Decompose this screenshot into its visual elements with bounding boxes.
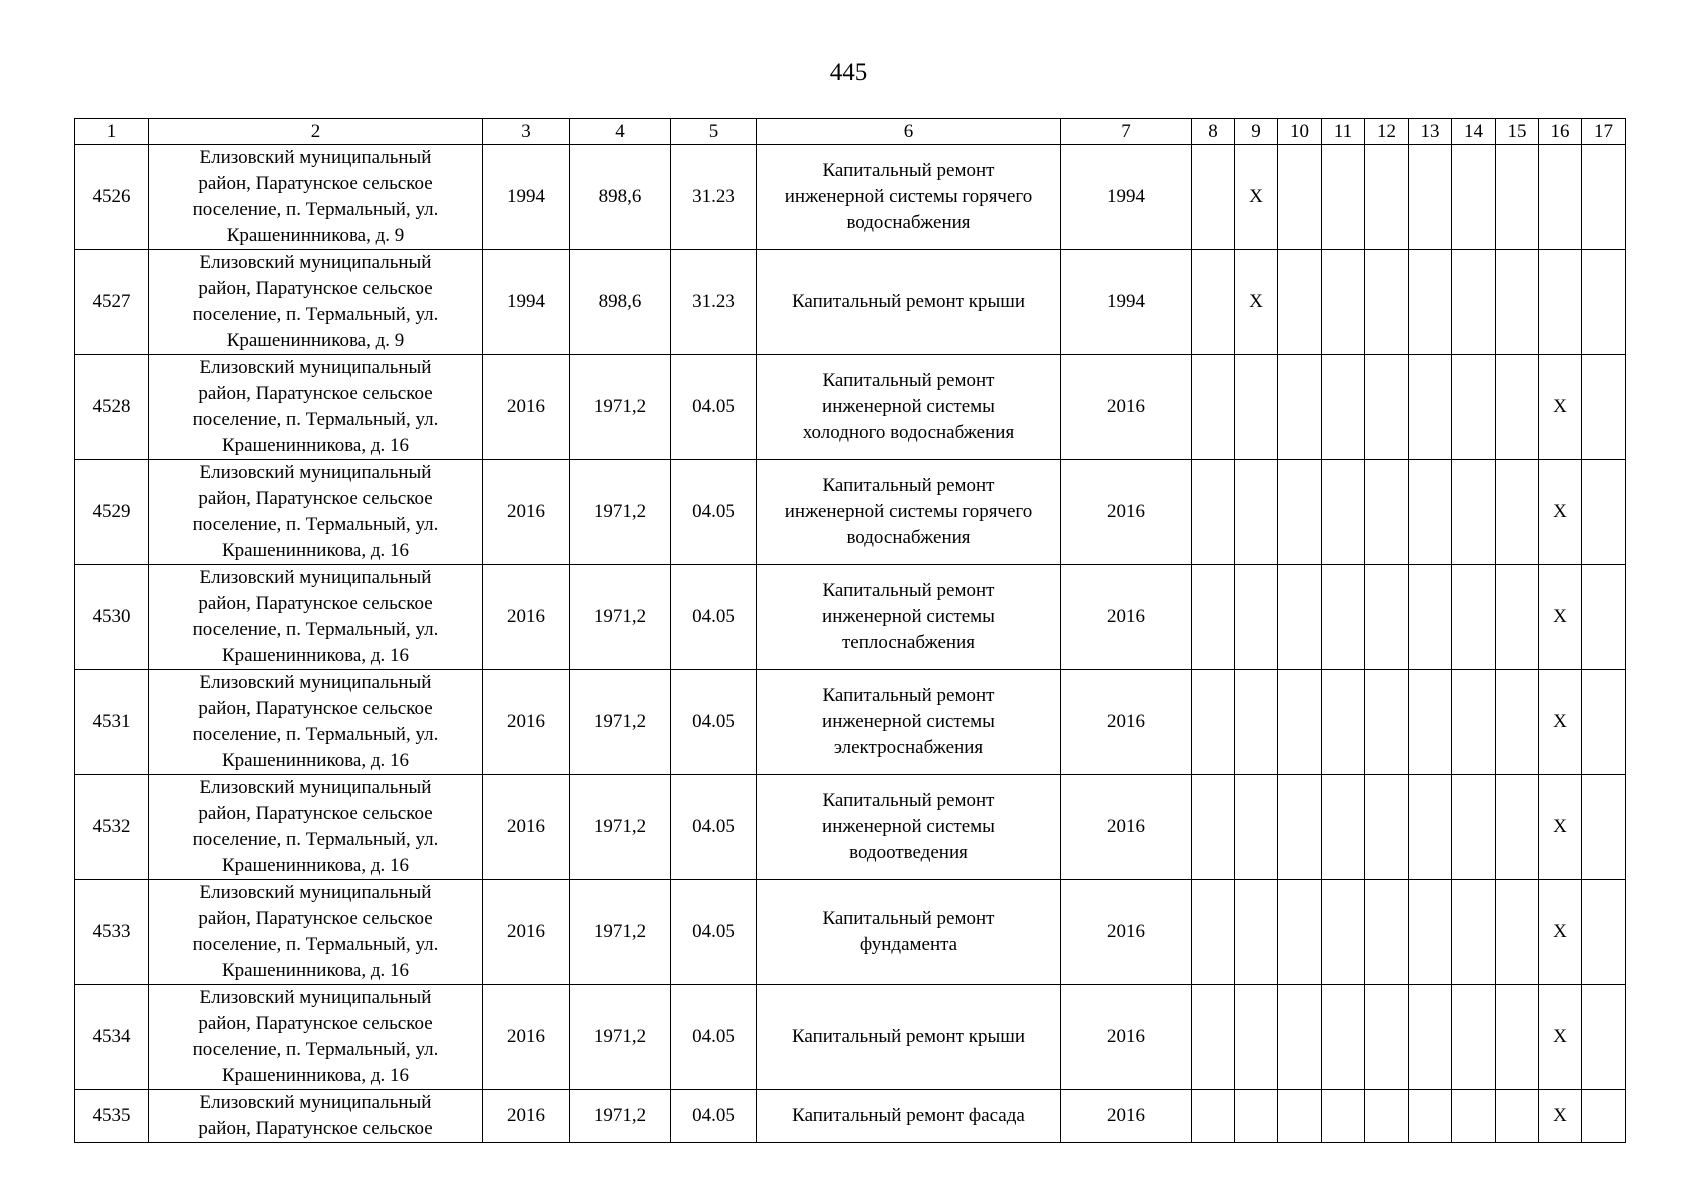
table-row — [75, 775, 1626, 880]
address-line: поселение, п. Термальный, ул. — [192, 409, 439, 430]
mark-cell-col-15 — [1496, 880, 1539, 985]
mark-cell-col-14 — [1452, 145, 1496, 250]
mark-cell-col-8 — [1192, 145, 1235, 250]
mark-cell-col-15 — [1496, 985, 1539, 1090]
address-line: поселение, п. Термальный, ул. — [192, 514, 439, 535]
address-line: Крашенинникова, д. 16 — [221, 645, 410, 666]
mark-cell-col-8 — [1192, 1090, 1235, 1143]
work-type-line: инженерной системы — [822, 711, 995, 732]
address-cell — [149, 775, 483, 880]
address-line: поселение, п. Термальный, ул. — [192, 619, 439, 640]
mark-cell-col-17 — [1582, 355, 1626, 460]
address-line: Елизовский муниципальный — [199, 672, 432, 693]
mark-cell-col-14 — [1452, 355, 1496, 460]
mark-cell-col-14 — [1452, 1090, 1496, 1143]
row-number-cell: 4527 — [75, 250, 149, 355]
mark-cell-col-12 — [1365, 460, 1409, 565]
mark-cell-col-14 — [1452, 460, 1496, 565]
mark-cell-col-10 — [1278, 145, 1322, 250]
row-number-cell: 4529 — [75, 460, 149, 565]
mark-cell-col-14 — [1452, 775, 1496, 880]
mark-cell-col-17 — [1582, 250, 1626, 355]
mark-cell-col-9 — [1235, 1090, 1278, 1143]
work-type-line: инженерной системы — [822, 816, 995, 837]
row-number-cell: 4528 — [75, 355, 149, 460]
work-type-line: инженерной системы горячего — [784, 186, 1033, 207]
table-row — [75, 670, 1626, 775]
address-line: Елизовский муниципальный — [199, 777, 432, 798]
code-cell: 04.05 — [671, 880, 757, 985]
mark-cell-col-9 — [1235, 880, 1278, 985]
column-header-13: 13 — [1409, 119, 1452, 145]
mark-cell-col-9 — [1235, 460, 1278, 565]
work-type-line: Капитальный ремонт — [822, 475, 995, 496]
mark-cell-col-15 — [1496, 1090, 1539, 1143]
work-type-line: Капитальный ремонт — [822, 370, 995, 391]
mark-cell-col-8 — [1192, 250, 1235, 355]
address-line: Крашенинникова, д. 16 — [221, 750, 410, 771]
mark-cell-col-9 — [1235, 355, 1278, 460]
mark-cell-col-14 — [1452, 565, 1496, 670]
row-number-cell: 4530 — [75, 565, 149, 670]
column-header-14: 14 — [1452, 119, 1496, 145]
mark-cell-col-8 — [1192, 985, 1235, 1090]
column-header-15: 15 — [1496, 119, 1539, 145]
year-cell: 2016 — [483, 985, 570, 1090]
code-cell: 04.05 — [671, 460, 757, 565]
address-cell — [149, 565, 483, 670]
table-row — [75, 460, 1626, 565]
work-type-cell — [757, 250, 1061, 355]
table-header — [75, 119, 1626, 145]
row-number-cell: 4532 — [75, 775, 149, 880]
row-number-cell: 4534 — [75, 985, 149, 1090]
area-cell: 1971,2 — [570, 355, 671, 460]
mark-cell-col-15 — [1496, 670, 1539, 775]
column-header-5: 5 — [671, 119, 757, 145]
mark-cell-col-11 — [1322, 565, 1365, 670]
mark-cell-col-15 — [1496, 250, 1539, 355]
mark-cell-col-12 — [1365, 670, 1409, 775]
table-row — [75, 1090, 1626, 1143]
address-line: район, Паратунское сельское — [198, 593, 433, 614]
mark-cell-col-16: X — [1539, 355, 1582, 460]
year-cell: 2016 — [483, 880, 570, 985]
mark-cell-col-15 — [1496, 565, 1539, 670]
column-header-3: 3 — [483, 119, 570, 145]
mark-cell-col-10 — [1278, 880, 1322, 985]
plan-year-cell: 1994 — [1061, 145, 1192, 250]
mark-cell-col-16: X — [1539, 565, 1582, 670]
mark-cell-col-12 — [1365, 880, 1409, 985]
code-cell: 04.05 — [671, 355, 757, 460]
mark-cell-col-15 — [1496, 775, 1539, 880]
address-line: Елизовский муниципальный — [199, 882, 432, 903]
mark-cell-col-11 — [1322, 670, 1365, 775]
mark-cell-col-12 — [1365, 250, 1409, 355]
year-cell: 2016 — [483, 460, 570, 565]
address-cell — [149, 985, 483, 1090]
table-row — [75, 985, 1626, 1090]
mark-cell-col-8 — [1192, 670, 1235, 775]
mark-cell-col-13 — [1409, 880, 1452, 985]
mark-cell-col-14 — [1452, 985, 1496, 1090]
address-line: Крашенинникова, д. 16 — [221, 435, 410, 456]
year-cell: 1994 — [483, 250, 570, 355]
mark-cell-col-13 — [1409, 1090, 1452, 1143]
column-header-10: 10 — [1278, 119, 1322, 145]
address-line: Крашенинникова, д. 9 — [226, 330, 405, 351]
mark-cell-col-9: X — [1235, 145, 1278, 250]
column-header-16: 16 — [1539, 119, 1582, 145]
mark-cell-col-11 — [1322, 775, 1365, 880]
mark-cell-col-16 — [1539, 145, 1582, 250]
mark-cell-col-11 — [1322, 880, 1365, 985]
address-line: район, Паратунское сельское — [198, 698, 433, 719]
code-cell: 04.05 — [671, 670, 757, 775]
mark-cell-col-9: X — [1235, 250, 1278, 355]
table-body — [75, 145, 1626, 1143]
code-cell: 31.23 — [671, 145, 757, 250]
year-cell: 2016 — [483, 565, 570, 670]
mark-cell-col-15 — [1496, 145, 1539, 250]
mark-cell-col-15 — [1496, 460, 1539, 565]
mark-cell-col-16 — [1539, 250, 1582, 355]
table-row — [75, 880, 1626, 985]
mark-cell-col-11 — [1322, 985, 1365, 1090]
row-number-cell: 4531 — [75, 670, 149, 775]
year-cell: 1994 — [483, 145, 570, 250]
column-header-4: 4 — [570, 119, 671, 145]
work-type-cell — [757, 985, 1061, 1090]
plan-year-cell: 2016 — [1061, 460, 1192, 565]
mark-cell-col-13 — [1409, 985, 1452, 1090]
row-number-cell: 4535 — [75, 1090, 149, 1143]
mark-cell-col-12 — [1365, 775, 1409, 880]
area-cell: 1971,2 — [570, 1090, 671, 1143]
area-cell: 898,6 — [570, 145, 671, 250]
mark-cell-col-16: X — [1539, 460, 1582, 565]
address-line: Елизовский муниципальный — [199, 462, 432, 483]
address-cell — [149, 460, 483, 565]
address-line: район, Паратунское сельское — [198, 278, 433, 299]
work-type-cell — [757, 670, 1061, 775]
column-header-11: 11 — [1322, 119, 1365, 145]
mark-cell-col-17 — [1582, 145, 1626, 250]
code-cell: 31.23 — [671, 250, 757, 355]
address-cell — [149, 355, 483, 460]
address-line: Елизовский муниципальный — [199, 357, 432, 378]
column-header-8: 8 — [1192, 119, 1235, 145]
work-type-line: водоснабжения — [846, 212, 971, 233]
work-type-cell — [757, 1090, 1061, 1143]
area-cell: 1971,2 — [570, 670, 671, 775]
mark-cell-col-16: X — [1539, 985, 1582, 1090]
mark-cell-col-14 — [1452, 250, 1496, 355]
mark-cell-col-16: X — [1539, 1090, 1582, 1143]
mark-cell-col-13 — [1409, 355, 1452, 460]
table-row — [75, 145, 1626, 250]
mark-cell-col-14 — [1452, 670, 1496, 775]
code-cell: 04.05 — [671, 1090, 757, 1143]
mark-cell-col-17 — [1582, 460, 1626, 565]
address-line: поселение, п. Термальный, ул. — [192, 724, 439, 745]
mark-cell-col-11 — [1322, 1090, 1365, 1143]
column-header-1: 1 — [75, 119, 149, 145]
address-line: Елизовский муниципальный — [199, 567, 432, 588]
work-type-cell — [757, 355, 1061, 460]
address-line: район, Паратунское сельское — [198, 908, 433, 929]
page-number: 445 — [829, 59, 868, 86]
mark-cell-col-12 — [1365, 985, 1409, 1090]
work-type-line: Капитальный ремонт — [822, 160, 995, 181]
mark-cell-col-13 — [1409, 670, 1452, 775]
work-type-line: инженерной системы горячего — [784, 501, 1033, 522]
work-type-line: Капитальный ремонт крыши — [791, 291, 1026, 312]
mark-cell-col-12 — [1365, 355, 1409, 460]
plan-year-cell: 2016 — [1061, 1090, 1192, 1143]
column-header-17: 17 — [1582, 119, 1626, 145]
work-type-line: электроснабжения — [833, 737, 984, 758]
table-row — [75, 565, 1626, 670]
work-type-line: Капитальный ремонт — [822, 790, 995, 811]
mark-cell-col-10 — [1278, 565, 1322, 670]
area-cell: 1971,2 — [570, 880, 671, 985]
mark-cell-col-14 — [1452, 880, 1496, 985]
mark-cell-col-17 — [1582, 565, 1626, 670]
row-number-cell: 4526 — [75, 145, 149, 250]
work-type-cell — [757, 565, 1061, 670]
address-line: район, Паратунское сельское — [198, 383, 433, 404]
work-type-cell — [757, 145, 1061, 250]
mark-cell-col-10 — [1278, 670, 1322, 775]
mark-cell-col-9 — [1235, 775, 1278, 880]
mark-cell-col-17 — [1582, 670, 1626, 775]
works-table — [74, 118, 1626, 1143]
address-line: поселение, п. Термальный, ул. — [192, 1039, 439, 1060]
table-row — [75, 355, 1626, 460]
mark-cell-col-8 — [1192, 565, 1235, 670]
table-row — [75, 250, 1626, 355]
mark-cell-col-15 — [1496, 355, 1539, 460]
column-header-2: 2 — [149, 119, 483, 145]
address-line: Крашенинникова, д. 9 — [226, 225, 405, 246]
address-line: поселение, п. Термальный, ул. — [192, 199, 439, 220]
column-header-6: 6 — [757, 119, 1061, 145]
work-type-line: Капитальный ремонт — [822, 580, 995, 601]
address-line: район, Паратунское сельское — [198, 1013, 433, 1034]
column-header-7: 7 — [1061, 119, 1192, 145]
address-line: поселение, п. Термальный, ул. — [192, 934, 439, 955]
address-line: Крашенинникова, д. 16 — [221, 1065, 410, 1086]
area-cell: 898,6 — [570, 250, 671, 355]
mark-cell-col-13 — [1409, 145, 1452, 250]
mark-cell-col-10 — [1278, 460, 1322, 565]
mark-cell-col-10 — [1278, 1090, 1322, 1143]
code-cell: 04.05 — [671, 985, 757, 1090]
mark-cell-col-13 — [1409, 250, 1452, 355]
plan-year-cell: 2016 — [1061, 775, 1192, 880]
column-header-12: 12 — [1365, 119, 1409, 145]
mark-cell-col-11 — [1322, 355, 1365, 460]
mark-cell-col-9 — [1235, 670, 1278, 775]
address-line: Елизовский муниципальный — [199, 147, 432, 168]
address-line: Елизовский муниципальный — [199, 252, 432, 273]
address-line: район, Паратунское сельское — [198, 1118, 433, 1139]
mark-cell-col-9 — [1235, 985, 1278, 1090]
mark-cell-col-16: X — [1539, 670, 1582, 775]
address-line: Крашенинникова, д. 16 — [221, 540, 410, 561]
address-cell — [149, 1090, 483, 1143]
code-cell: 04.05 — [671, 775, 757, 880]
work-type-line: водоотведения — [849, 842, 968, 863]
mark-cell-col-10 — [1278, 775, 1322, 880]
plan-year-cell: 1994 — [1061, 250, 1192, 355]
mark-cell-col-17 — [1582, 985, 1626, 1090]
area-cell: 1971,2 — [570, 985, 671, 1090]
address-line: Крашенинникова, д. 16 — [221, 855, 410, 876]
mark-cell-col-10 — [1278, 355, 1322, 460]
address-cell — [149, 880, 483, 985]
work-type-line: фундамента — [859, 934, 958, 955]
work-type-line: Капитальный ремонт фасада — [792, 1105, 1025, 1126]
header-row — [75, 119, 1626, 145]
work-type-line: теплоснабжения — [842, 632, 975, 653]
mark-cell-col-17 — [1582, 775, 1626, 880]
work-type-line: инженерной системы — [822, 396, 995, 417]
address-line: район, Паратунское сельское — [198, 173, 433, 194]
mark-cell-col-8 — [1192, 355, 1235, 460]
address-line: район, Паратунское сельское — [198, 803, 433, 824]
year-cell: 2016 — [483, 670, 570, 775]
address-line: Крашенинникова, д. 16 — [221, 960, 410, 981]
code-cell: 04.05 — [671, 565, 757, 670]
mark-cell-col-13 — [1409, 565, 1452, 670]
address-cell — [149, 250, 483, 355]
area-cell: 1971,2 — [570, 775, 671, 880]
address-cell — [149, 670, 483, 775]
plan-year-cell: 2016 — [1061, 670, 1192, 775]
year-cell: 2016 — [483, 775, 570, 880]
work-type-cell — [757, 775, 1061, 880]
mark-cell-col-12 — [1365, 565, 1409, 670]
work-type-line: Капитальный ремонт крыши — [791, 1026, 1026, 1047]
mark-cell-col-10 — [1278, 250, 1322, 355]
mark-cell-col-13 — [1409, 775, 1452, 880]
year-cell: 2016 — [483, 1090, 570, 1143]
mark-cell-col-17 — [1582, 1090, 1626, 1143]
mark-cell-col-11 — [1322, 145, 1365, 250]
work-type-line: Капитальный ремонт — [822, 685, 995, 706]
mark-cell-col-11 — [1322, 250, 1365, 355]
column-header-9: 9 — [1235, 119, 1278, 145]
work-type-line: Капитальный ремонт — [822, 908, 995, 929]
mark-cell-col-12 — [1365, 145, 1409, 250]
plan-year-cell: 2016 — [1061, 880, 1192, 985]
mark-cell-col-13 — [1409, 460, 1452, 565]
row-number-cell: 4533 — [75, 880, 149, 985]
mark-cell-col-8 — [1192, 460, 1235, 565]
year-cell: 2016 — [483, 355, 570, 460]
work-type-line: холодного водоснабжения — [802, 422, 1015, 443]
mark-cell-col-16: X — [1539, 880, 1582, 985]
plan-year-cell: 2016 — [1061, 355, 1192, 460]
address-cell — [149, 145, 483, 250]
area-cell: 1971,2 — [570, 460, 671, 565]
mark-cell-col-8 — [1192, 775, 1235, 880]
mark-cell-col-8 — [1192, 880, 1235, 985]
mark-cell-col-12 — [1365, 1090, 1409, 1143]
mark-cell-col-10 — [1278, 985, 1322, 1090]
address-line: район, Паратунское сельское — [198, 488, 433, 509]
mark-cell-col-11 — [1322, 460, 1365, 565]
work-type-cell — [757, 460, 1061, 565]
mark-cell-col-9 — [1235, 565, 1278, 670]
mark-cell-col-16: X — [1539, 775, 1582, 880]
plan-year-cell: 2016 — [1061, 985, 1192, 1090]
address-line: Елизовский муниципальный — [199, 1092, 432, 1113]
address-line: Елизовский муниципальный — [199, 987, 432, 1008]
work-type-line: водоснабжения — [846, 527, 971, 548]
address-line: поселение, п. Термальный, ул. — [192, 304, 439, 325]
plan-year-cell: 2016 — [1061, 565, 1192, 670]
mark-cell-col-17 — [1582, 880, 1626, 985]
work-type-line: инженерной системы — [822, 606, 995, 627]
address-line: поселение, п. Термальный, ул. — [192, 829, 439, 850]
area-cell: 1971,2 — [570, 565, 671, 670]
work-type-cell — [757, 880, 1061, 985]
